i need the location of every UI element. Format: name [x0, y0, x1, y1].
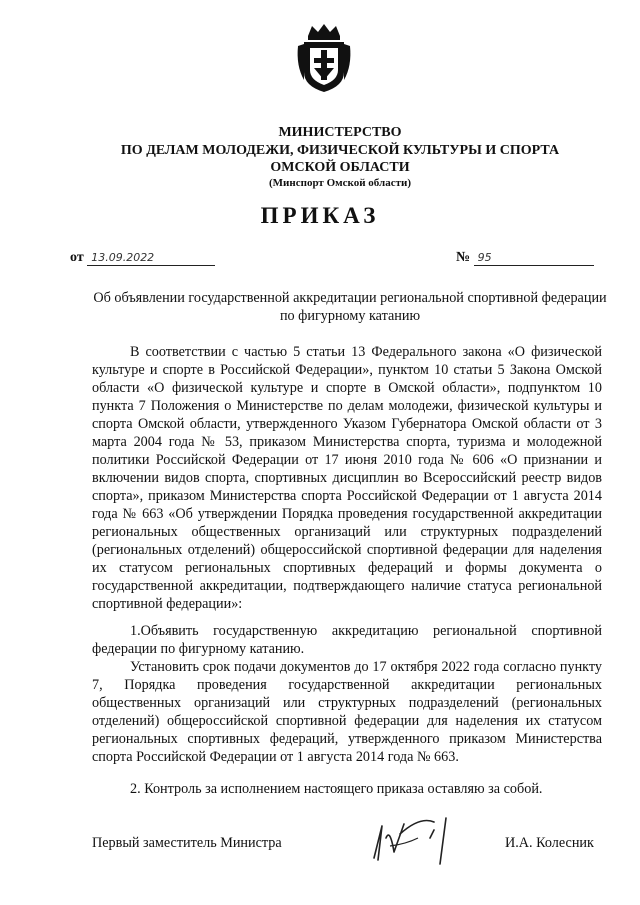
number-field: [456, 250, 594, 266]
date-prefix: от: [70, 250, 84, 265]
document-subject: Об объявлении государственной аккредитации региональной спортивной федерации по фигурному катанию: [93, 290, 607, 324]
item-1-paragraph: 1.Объявить государственную аккредитацию региональной спортивной федерации по фигурному катанию.: [92, 623, 602, 657]
item-2-paragraph: 2. Контроль за исполнением настоящего приказа оставляю за собой.: [130, 781, 543, 797]
signer-position: Первый заместитель Министра: [92, 835, 282, 851]
preamble-paragraph: В соответствии с частью 5 статьи 13 Федерального закона «О физической культуре и спорте в Российской Федерации», пунктом 10 статьи 5 Закона Омской области «О физической культуре и спорте в Омской области», подпунктом 10 пункта 7 Положения о Министерстве по делам молодежи, физической культуры и спорта Омской области, утвержденного Указом Губернатора Омской области от 3 марта 2004 года № 53, приказом Министерства спорта, туризма и молодежной политики Российской Федерации от 17 июня 2010 года № 606 «О признании и включении видов спорта, спортивных дисциплин во Всероссийский реестр видов спорта», приказом Министерства спорта Российской Федерации от 1 августа 2014 года № 663 «Об утверждении Порядка проведения государственной аккредитации региональных общественных организаций или структурных подразделений (региональных отделений) общероссийской спортивной федерации для наделения их статусом региональных спортивных федераций и формы документа о государственной аккредитации, подтверждающего наличие статуса региональной спортивной федерации»:: [92, 344, 602, 612]
org-name-line2: ПО ДЕЛАМ МОЛОДЕЖИ, ФИЗИЧЕСКОЙ КУЛЬТУРЫ И СПОРТА: [120, 143, 560, 158]
number-value: 95: [474, 251, 594, 266]
document-type-title: ПРИКАЗ: [260, 203, 380, 228]
coat-of-arms-icon: [296, 22, 352, 94]
org-name-line3: ОМСКОЙ ОБЛАСТИ: [270, 160, 410, 175]
org-name-line1: МИНИСТЕРСТВО: [278, 125, 402, 140]
item-1-extra-paragraph: Установить срок подачи документов до 17 октября 2022 года согласно пункту 7, Порядка проведения государственной аккредитации региональных общественных организаций или структурных подразделений (региональных отделений) общероссийской спортивной федерации для наделения их статусом региональных спортивных федераций, утвержденного приказом Министерства спорта Российской Федерации от 1 августа 2014 года № 663.: [92, 659, 602, 765]
signature-icon: [360, 808, 470, 868]
document-body: [92, 343, 602, 798]
number-prefix: №: [456, 250, 471, 265]
signer-name: И.А. Колесник: [505, 835, 594, 851]
org-short-name: (Минспорт Омской области): [269, 177, 411, 189]
date-value: 13.09.2022: [87, 251, 215, 266]
date-field: [70, 250, 215, 266]
